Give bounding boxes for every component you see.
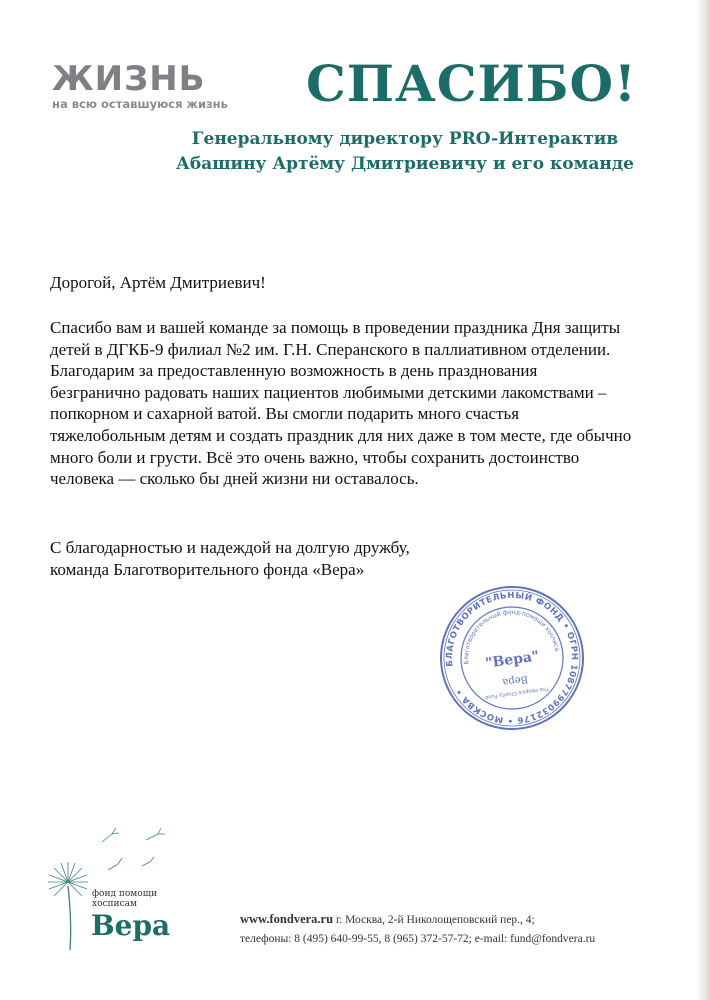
- signoff-line-2: команда Благотворительного фонда «Вера»: [50, 559, 365, 579]
- footer-contacts-line: телефоны: 8 (495) 640-99-55, 8 (965) 372-57-72; e-mail: fund@fondvera.ru: [240, 933, 596, 945]
- letter-line: безгранично радовать наших пациентов любимыми детскими лакомствами –: [50, 382, 607, 402]
- letter-greeting: Дорогой, Артём Дмитриевич!: [50, 273, 266, 292]
- letter-body: [50, 317, 690, 490]
- zhizn-logo: [52, 59, 228, 111]
- stamp-center-name: "Вера": [484, 648, 541, 672]
- logo-title: ЖИЗНЬ: [52, 59, 206, 99]
- letter-line: тяжелобольным детям и создать праздник для них даже в том месте, где обычно: [50, 425, 632, 445]
- thanks-heading: СПАСИБО!: [306, 54, 637, 113]
- fund-descriptor: [92, 889, 157, 909]
- letter-line: детей в ДГКБ-9 филиал №2 им. Г.Н. Сперанского в паллиативном отделении.: [50, 339, 611, 359]
- signoff-line-1: С благодарностью и надеждой на долгую дружбу,: [50, 538, 410, 557]
- letter-line: Благодарим за предоставленную возможность в день празднования: [50, 361, 538, 381]
- letter-line: попкорном и сахарной ватой. Вы смогли подарить много счастья: [50, 404, 520, 424]
- letter-line: много боли и грусти. Всё это очень важно, чтобы сохранить достоинство: [50, 447, 580, 467]
- addressee-block: [80, 127, 710, 177]
- letter-line: человека — сколько бы дней жизни ни оставалось.: [50, 469, 419, 489]
- footer-contacts: [240, 910, 595, 949]
- fund-descriptor-line-1: фонд помощи: [92, 889, 158, 899]
- stamp-side-text: The Hospice Charity Fund: [484, 685, 550, 701]
- stamp-inner-text: Благотворительный фонд помощи хосписам: [462, 608, 561, 665]
- addressee-line-2: Абашину Артёму Дмитриевичу и его команде: [176, 154, 634, 174]
- stamp-outer-text: БЛАГОТВОРИТЕЛЬНЫЙ ФОНД • ОГРН 1087799032176 • МОСКВА •: [444, 590, 580, 726]
- letter-line: Спасибо вам и вашей команде за помощь в проведении праздника Дня защиты: [50, 318, 621, 337]
- fund-name-logo: Вера: [91, 909, 171, 942]
- addressee-line-1: Генеральному директору PRO-Интерактив: [191, 129, 619, 149]
- fund-descriptor-line-2: хосписам: [92, 899, 137, 909]
- logo-subtitle: на всю оставшуюся жизнь: [52, 97, 228, 111]
- round-seal-stamp: [438, 584, 586, 732]
- footer-address-line: [240, 910, 595, 930]
- address-text: г. Москва, 2-й Николощеповский пер., 4;: [333, 914, 535, 926]
- website-link[interactable]: www.fondvera.ru: [240, 912, 334, 926]
- stamp-mirror-text: Вера: [501, 673, 529, 688]
- letter-signoff: [50, 537, 690, 580]
